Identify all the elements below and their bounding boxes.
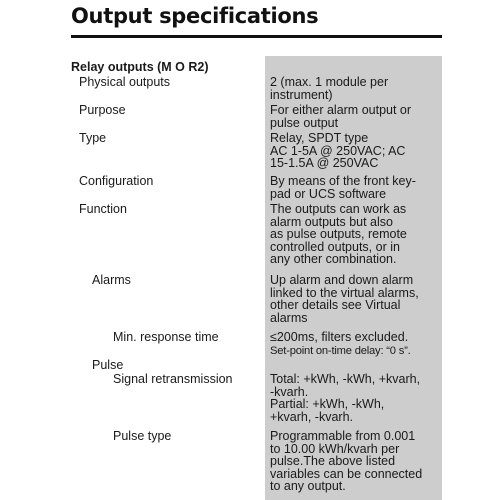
label-physical-outputs: Physical outputs [79,75,171,89]
value-configuration: By means of the front key- pad or UCS software [270,174,416,201]
label-pulse-type: Pulse type [113,429,172,443]
label-type: Type [79,131,107,145]
label-function: Function [79,202,127,216]
value-function: The outputs can work as alarm outputs but also as pulse outputs, remote controlled outputs, or in any other combination. [270,202,407,267]
value-purpose: For either alarm output or pulse output [270,103,412,130]
value-alarms: Up alarm and down alarm linked to the virtual alarms, other details see Virtual alarms [270,273,419,325]
label-purpose: Purpose [79,103,126,117]
section-heading: Relay outputs (M O R2) [71,60,209,74]
label-configuration: Configuration [79,174,154,188]
value-setpoint-delay-note: Set-point on-time delay: “0 s”. [270,345,411,357]
value-min-response-time: ≤200ms, filters excluded. [270,330,409,344]
label-alarms: Alarms [92,273,131,287]
value-signal-retransmission: Total: +kWh, -kWh, +kvarh, -kvarh. Partial: +kWh, -kWh, +kvarh, -kvarh. [270,372,421,424]
value-pulse-type: Programmable from 0.001 to 10.00 kWh/kvarh per pulse.The above listed variables can be connected to any output. [270,429,423,494]
value-physical-outputs: 2 (max. 1 module per instrument) [270,75,389,102]
page-title: Output specifications [71,4,319,28]
label-min-response-time: Min. response time [113,330,219,344]
title-rule [71,35,442,38]
label-pulse: Pulse [92,358,124,372]
label-signal-retransmission: Signal retransmission [113,372,233,386]
value-type: Relay, SPDT type AC 1-5A @ 250VAC; AC 15-1.5A @ 250VAC [270,131,406,171]
